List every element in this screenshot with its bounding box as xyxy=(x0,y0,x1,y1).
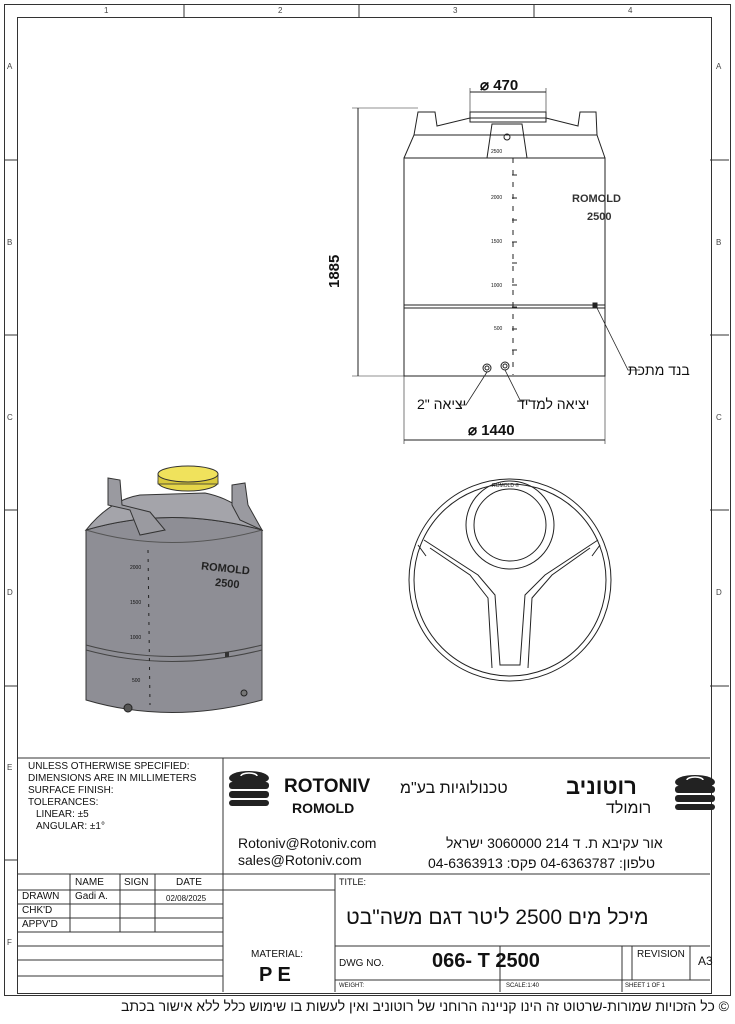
company-email-2: sales@Rotoniv.com xyxy=(238,852,362,868)
rotoniv-logo-right xyxy=(675,775,715,810)
sheet-label: SHEET 1 OF 1 xyxy=(625,983,665,989)
header-sign: SIGN xyxy=(124,877,149,888)
revision-label: REVISION xyxy=(637,949,685,960)
row-marker-c: C xyxy=(7,413,13,422)
scale-label: SCALE:1:40 xyxy=(506,983,540,989)
company-sub-en: ROMOLD xyxy=(292,800,355,816)
drawn-name: Gadi A. xyxy=(75,891,108,902)
row-marker-d: D xyxy=(7,588,13,597)
scale-label-1500: 1500 xyxy=(491,239,503,245)
tank-capacity-front: 2500 xyxy=(587,211,612,223)
scale-label-500: 500 xyxy=(494,326,503,332)
note-line-3: SURFACE FINISH: xyxy=(28,785,114,796)
role-approved: APPV'D xyxy=(22,919,58,930)
dwg-no-value: 066- T 2500 xyxy=(432,950,540,972)
col-marker-1: 1 xyxy=(104,6,109,15)
header-date: DATE xyxy=(176,877,202,888)
note-line-6: ANGULAR: ±1° xyxy=(36,821,105,832)
dim-diameter-470: ⌀ 470 xyxy=(480,77,519,94)
header-name: NAME xyxy=(75,877,104,888)
row-marker-c-right: C xyxy=(716,413,722,422)
note-line-2: DIMENSIONS ARE IN MILLIMETERS xyxy=(28,773,197,784)
row-marker-b: B xyxy=(7,238,13,247)
company-email-1: Rotoniv@Rotoniv.com xyxy=(238,835,377,851)
dim-height-1885: 1885 xyxy=(326,254,343,288)
company-address: אור עקיבא ת. ד 214 3060000 ישראל xyxy=(446,835,663,851)
row-marker-f: F xyxy=(7,938,12,947)
scale-label-2000: 2000 xyxy=(491,195,503,201)
iso-scale-label-1000: 1000 xyxy=(130,635,142,641)
tank-brand-front: ROMOLD xyxy=(572,193,621,205)
label-outlet-2in: יציאה "2 xyxy=(417,396,467,412)
note-line-1: UNLESS OTHERWISE SPECIFIED: xyxy=(28,761,190,772)
col-marker-2: 2 xyxy=(278,6,283,15)
top-view-label: ROMOLD ® xyxy=(492,483,520,489)
iso-scale-label-1500: 1500 xyxy=(130,600,142,606)
scale-label-1000: 1000 xyxy=(491,283,503,289)
tank-brand-iso: ROMOLD xyxy=(200,560,251,578)
company-brand-he: רוטוניב xyxy=(566,774,637,799)
tank-capacity-iso: 2500 xyxy=(214,576,241,592)
top-view xyxy=(409,479,611,681)
front-view xyxy=(352,88,640,444)
role-drawn: DRAWN xyxy=(22,891,60,902)
row-marker-e: E xyxy=(7,763,13,772)
iso-scale-label-500: 500 xyxy=(132,678,141,684)
company-phone: טלפון: 04-6363787 פקס: 04-6363913 xyxy=(428,855,656,871)
iso-scale-label-2000: 2000 xyxy=(130,565,142,571)
rotoniv-logo-left xyxy=(229,771,269,806)
title-label: TITLE: xyxy=(339,877,367,887)
copyright-notice: © כל הזכויות שמורות-שרטוט זה הינו קניינה הרוחני של רוטוניב ואין לעשות בו שימוש כלל ללא אישור בכתב xyxy=(120,998,729,1014)
material-label: MATERIAL: xyxy=(251,949,304,960)
sheet-size: A3 xyxy=(698,954,713,968)
row-marker-b-right: B xyxy=(716,238,722,247)
drawing-title: מיכל מים 2500 ליטר דגם משה"בט xyxy=(346,906,649,929)
material-value: P E xyxy=(259,964,291,986)
drawn-date: 02/08/2025 xyxy=(166,894,207,903)
col-marker-4: 4 xyxy=(628,6,633,15)
weight-label: WEIGHT: xyxy=(339,983,364,989)
col-marker-3: 3 xyxy=(453,6,458,15)
label-metal-band: בנד מתכת xyxy=(628,362,690,378)
row-marker-a: A xyxy=(7,62,13,71)
label-outlet-drain: יציאה למדיד xyxy=(517,396,590,412)
note-line-4: TOLERANCES: xyxy=(28,797,99,808)
company-name-he: טכנולוגיות בע"מ xyxy=(400,780,508,797)
dim-diameter-1440: ⌀ 1440 xyxy=(468,422,515,439)
role-checked: CHK'D xyxy=(22,905,53,916)
row-marker-d-right: D xyxy=(716,588,722,597)
row-marker-a-right: A xyxy=(716,62,722,71)
company-name-en: ROTONIV xyxy=(284,776,371,797)
dwg-no-label: DWG NO. xyxy=(339,958,384,969)
note-line-5: LINEAR: ±5 xyxy=(36,809,89,820)
scale-label-2500: 2500 xyxy=(491,149,503,155)
company-sub-he: רומולד xyxy=(606,800,652,817)
